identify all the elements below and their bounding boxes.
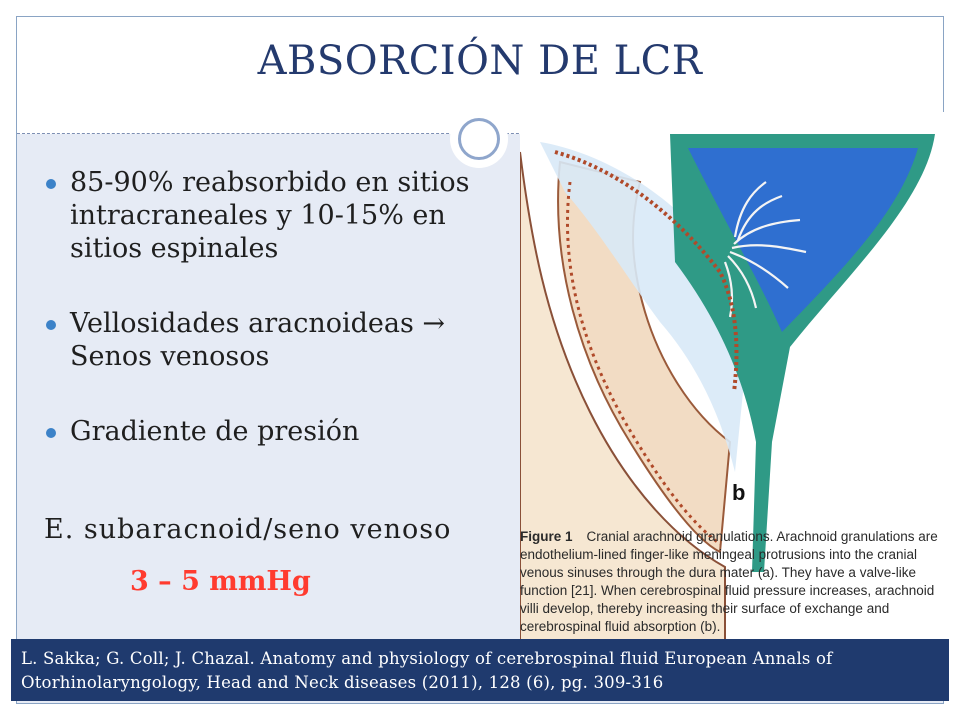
bullet-text: 85-90% reabsorbido en sitios intracraneales y 10-15% en sitios espinales [70,167,470,264]
bullet-item [44,166,514,265]
figure-caption-label: Figure 1 [520,529,573,544]
bullet-item [44,307,514,373]
gradient-subline: E. subaracnoid/seno venoso [44,514,452,545]
bullet-list [44,166,514,448]
bullet-dot-icon [46,428,56,438]
bullet-text: Gradiente de presión [70,416,360,447]
pressure-value: 3 – 5 mmHg [130,566,311,597]
bullet-text: Vellosidades aracnoideas → Senos venosos [70,308,446,372]
figure-panel-letter: b [732,480,746,505]
slide-title: ABSORCIÓN DE LCR [257,38,703,84]
bullet-dot-icon [46,179,56,189]
reference-banner: L. Sakka; G. Coll; J. Chazal. Anatomy and physiology of cerebrospinal fluid European Annals of Otorhinolaryngology, Head and Neck diseases (2011), 128 (6), pg. 309-316 [11,639,949,701]
figure-caption-text: Cranial arachnoid granulations. Arachnoid granulations are endothelium-lined finger-like meningeal protrusions into the cranial venous sinuses through the dura mater (a). They have a valve-like function [21]. When cerebrospinal fluid pressure increases, arachnoid villi develop, thereby increasing their surface of exchange and cerebrospinal fluid absorption (b). [520,529,938,634]
bullet-item [44,415,514,448]
figure-caption [520,528,940,636]
decorative-ring [450,110,508,168]
circle-ornament-icon [458,118,500,160]
bullet-dot-icon [46,320,56,330]
